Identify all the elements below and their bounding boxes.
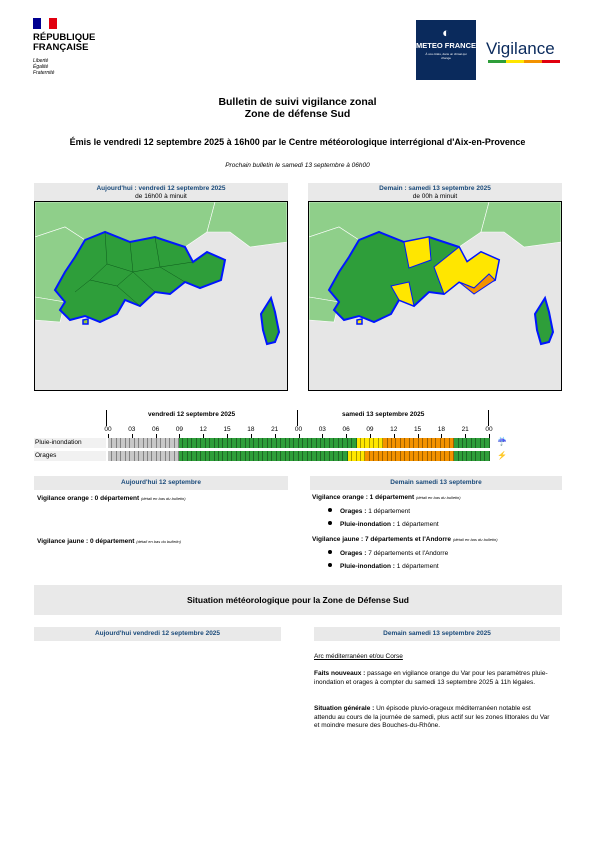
bullet-icon (328, 508, 332, 512)
meteo-france-logo: ◐ METEO FRANCE À vos côtés, dans un climat qui change (416, 20, 476, 80)
rain-flood-icon: ☔ (497, 437, 507, 446)
tomorrow-yellow-item: Orages : 7 départements et l'Andorre (328, 547, 448, 561)
situation-today-header: Aujourd'hui vendredi 12 septembre 2025 (34, 627, 281, 641)
emission-line: Émis le vendredi 12 septembre 2025 à 16h00 par le Centre météorologique interrégional d'Aix-en-Provence (69, 137, 526, 147)
timeline-row-label: Pluie-inondation (34, 438, 106, 448)
thunderstorm-icon: ⚡ (497, 451, 507, 460)
vigilance-brand: Vigilance (486, 39, 555, 58)
zone-title: Zone de défense Sud (244, 108, 351, 120)
map-today-header: Aujourd'hui : vendredi 12 septembre 2025 de 16h00 à minuit (34, 183, 288, 202)
timeline-hour-label: 21 (461, 426, 469, 433)
timeline-tick (106, 410, 107, 426)
timeline-cell (485, 451, 489, 461)
map-today (34, 201, 288, 391)
timeline-hour-label: 09 (366, 426, 374, 433)
timeline-hour-label: 06 (342, 426, 350, 433)
timeline-hour-label: 00 (485, 426, 493, 433)
timeline-hour-label: 00 (104, 426, 112, 433)
today-vigilance-header: Aujourd'hui 12 septembre (34, 476, 288, 490)
timeline-hour-label: 00 (294, 426, 303, 433)
timeline-hour-label: 03 (318, 426, 326, 433)
tomorrow-orange: Vigilance orange : 1 département (détail en bas du bulletin) (312, 494, 461, 501)
timeline-day2: samedi 13 septembre 2025 (342, 411, 425, 418)
timeline-day1: vendredi 12 septembre 2025 (148, 411, 236, 418)
timeline-cell (485, 438, 489, 448)
meteo-france-symbol-icon: ◐ (442, 25, 450, 40)
timeline-hour-label: 12 (390, 426, 398, 433)
timeline-row-label: Orages (34, 451, 106, 461)
tomorrow-orange-item: Pluie-inondation : 1 département (328, 518, 439, 532)
situation-facts: Faits nouveaux : passage en vigilance orange du Var pour les paramètres pluie-inondation et orages à compter du samedi 13 septembre 2025 à 11h légales. (314, 670, 548, 686)
today-yellow: Vigilance jaune : 0 département (détail en bas du bulletin) (37, 538, 181, 545)
today-orange: Vigilance orange : 0 département (détail en bas du bulletin) (37, 495, 186, 502)
situation-title: Situation météorologique pour la Zone de Défense Sud (34, 585, 562, 615)
timeline-row-orages (108, 451, 489, 461)
timeline-hour-label: 12 (199, 426, 207, 433)
tomorrow-yellow-item: Pluie-inondation : 1 département (328, 560, 439, 574)
timeline-hour-label: 18 (247, 426, 255, 433)
timeline-hour-label: 15 (223, 426, 231, 433)
timeline-tick (297, 410, 298, 426)
tomorrow-orange-item: Orages : 1 département (328, 505, 410, 519)
situation-general: Situation générale : Un épisode pluvio-orageux méditerranéen notable est attendu au cours de la journée de samedi, plus actif sur les zones littorales du Var et moindre mesure des Bouches-du-Rhône. (314, 705, 550, 729)
bullet-icon (328, 521, 332, 525)
tomorrow-yellow: Vigilance jaune : 7 départements et l'Andorre (détail en bas du bulletin) (312, 536, 498, 543)
bulletin-title: Bulletin de suivi vigilance zonal (218, 96, 377, 108)
bullet-icon (328, 550, 332, 554)
republique-motto: Liberté Égalité Fraternité (33, 58, 55, 76)
map-tomorrow (308, 201, 562, 391)
timeline-row-pluie (108, 438, 489, 448)
vigilance-color-bar (488, 60, 560, 63)
timeline-tick (488, 410, 489, 426)
republique-francaise-logo: RÉPUBLIQUE FRANÇAISE (33, 32, 96, 53)
tomorrow-vigilance-header: Demain samedi 13 septembre (310, 476, 562, 490)
timeline-hour-label: 18 (437, 426, 445, 433)
timeline-hour-label: 21 (271, 426, 279, 433)
timeline-hour-label: 15 (413, 426, 422, 433)
timeline-hour-label: 09 (175, 426, 184, 433)
timeline-hour-label: 03 (128, 426, 136, 433)
republique-francaise-flag-icon (33, 18, 57, 29)
next-bulletin: Prochain bulletin le samedi 13 septembre à 06h00 (225, 162, 370, 169)
timeline-hour-label: 06 (152, 426, 160, 433)
situation-tomorrow-header: Demain samedi 13 septembre 2025 (314, 627, 560, 641)
bullet-icon (328, 563, 332, 567)
map-tomorrow-header: Demain : samedi 13 septembre 2025 de 00h à minuit (308, 183, 562, 202)
situation-area: Arc méditerranéen et/ou Corse (314, 653, 403, 660)
